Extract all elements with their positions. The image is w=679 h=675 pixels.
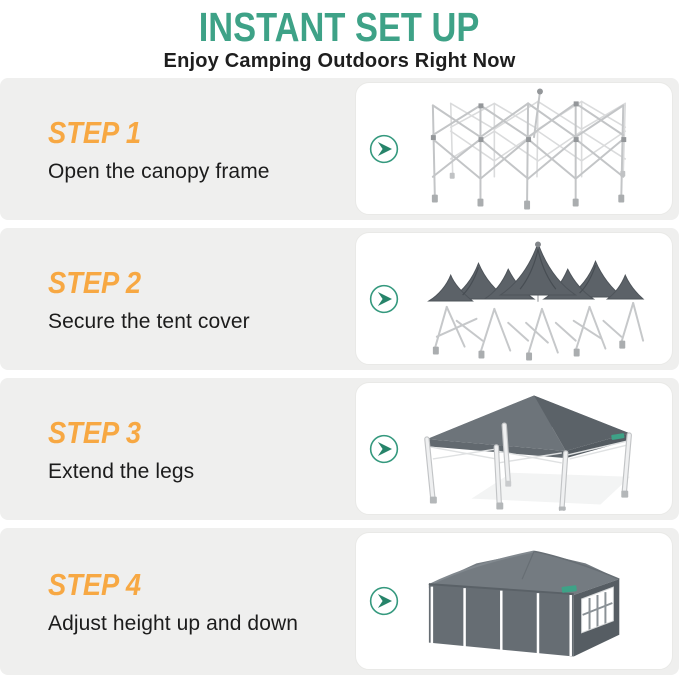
step-3-row — [0, 378, 679, 520]
circled-right-arrow-icon — [368, 585, 400, 617]
step-2-description: Secure the tent cover — [48, 309, 250, 333]
circled-right-arrow-icon — [368, 133, 400, 165]
covered-frame-image — [400, 237, 672, 361]
step-3-text — [0, 415, 194, 484]
step-1-card — [355, 82, 673, 215]
step-1-label: STEP 1 — [48, 114, 141, 150]
step-3-label: STEP 3 — [48, 414, 141, 450]
circled-right-arrow-icon — [368, 433, 400, 465]
circled-right-arrow-icon — [368, 283, 400, 315]
step-1-row — [0, 78, 679, 220]
step-1-text — [0, 115, 270, 184]
step-4-card — [355, 532, 673, 670]
extended-canopy-image — [400, 387, 672, 511]
header — [0, 0, 679, 78]
step-4-description: Adjust height up and down — [48, 612, 299, 635]
full-tent-image — [400, 539, 672, 663]
page-title: INSTANT SET UP — [199, 4, 480, 50]
step-2-card — [355, 232, 673, 365]
step-2-text — [0, 265, 250, 334]
step-4-row — [0, 528, 679, 675]
page-subtitle: Enjoy Camping Outdoors Right Now — [163, 50, 516, 72]
step-3-description: Extend the legs — [48, 459, 195, 483]
step-4-label: STEP 4 — [48, 567, 141, 602]
step-4-text — [0, 567, 298, 636]
step-2-label: STEP 2 — [48, 264, 141, 300]
step-2-row — [0, 228, 679, 370]
collapsed-frame-image — [400, 87, 672, 211]
step-3-card — [355, 382, 673, 515]
step-1-description: Open the canopy frame — [48, 159, 270, 183]
